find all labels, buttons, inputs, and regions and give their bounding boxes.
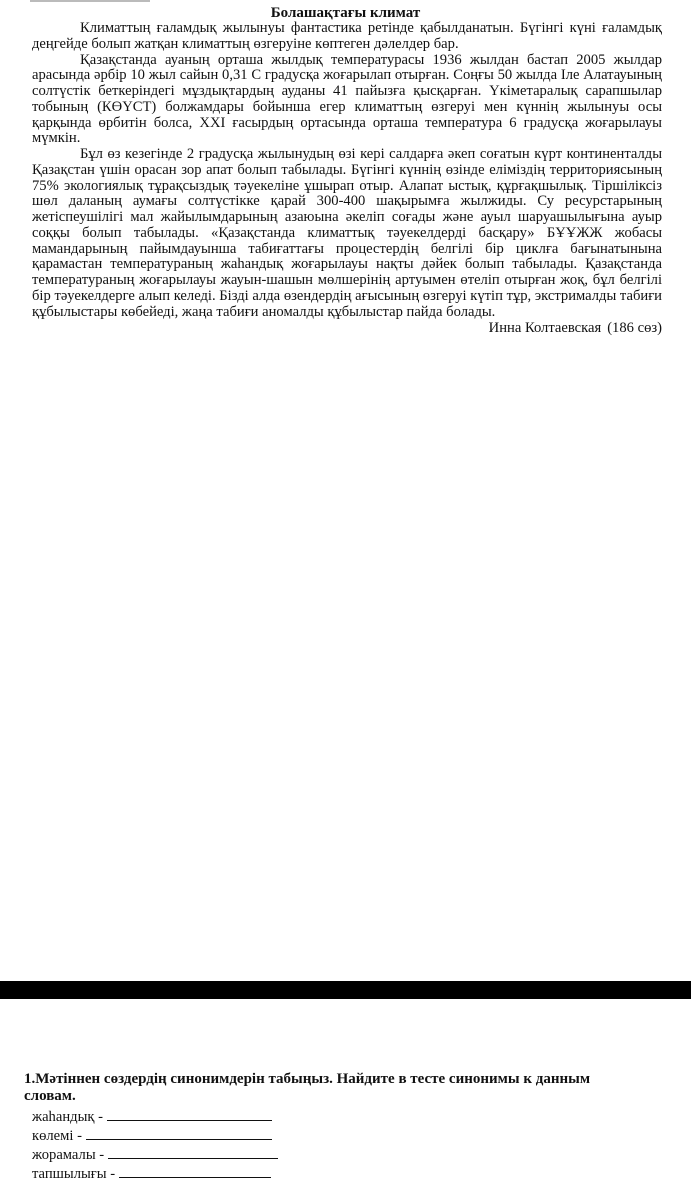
author-name: Инна Колтаевская <box>488 320 602 337</box>
paragraph-2: Қазақстанда ауаның орташа жылдық температурасы 1936 жылдан бастап 2005 жылдар арасында әрбір 10 жыл сайын 0,31 С градусқа жоғарылап отырған. Соңғы 50 жылда Іле Алатауының солтүстік беткеріндегі мұздықтардың ауданы 41 пайызға қысқарған. Үкіметаралық сарапшылар тобының (КӨҮСТ) болжамдары бойынша егер климаттың өзгеруі мен күннің жылынуы осы қарқында өрбитін болса, XXI ғасырдың ортасында орташа температура 6 градусқа жоғарылауы мүмкін. <box>32 51 662 147</box>
paragraph-1: Климаттың ғаламдық жылынуы фантастика ретінде қабылданатын. Бүгінгі күні ғаламдық деңгейде болып жатқан климаттың өзгеруіне көптеген дәлелдер бар. <box>32 20 662 52</box>
answer-row <box>32 1107 432 1126</box>
answer-blank-line[interactable] <box>86 1126 272 1140</box>
answer-row <box>32 1145 432 1164</box>
page-separator-bar <box>0 981 691 999</box>
answer-list <box>32 1107 432 1183</box>
answer-blank-line[interactable] <box>119 1164 271 1178</box>
cropped-header-strip <box>30 0 150 2</box>
author-line <box>32 320 662 337</box>
answer-word: жаһандық - <box>32 1109 103 1125</box>
word-count: (186 сөз) <box>607 320 662 337</box>
task-page <box>0 999 691 1185</box>
answer-word: жорамалы - <box>32 1147 105 1163</box>
answer-word: тапшылығы - <box>32 1166 116 1182</box>
paragraph-3: Бұл өз кезегінде 2 градусқа жылынудың өзі кері салдарға әкеп соғатын күрт континенталды Қазақстан үшін орасан зор апат болып табылады. Бүгінгі күннің өзінде еліміздің территориясының 75% экологиялық тұрақсыздық тәуекеліне ұшырап отыр. Алапат ыстық, құрғақшылық. Тіршіліксіз шөл даланың аумағы солтүстікке қарай 300-400 шақырымға жылжиды. Су ресурстарының жетіспеушілігі мал жайылымдарының азаюына әкеліп соғады және ауыл шаруашылығына ауыр соққы болып табылады. «Қазақстанда климаттық тәуекелдерді басқару» БҰҰЖЖ жобасы мамандарының пайымдауынша табиғаттағы процестердің белгілі бір циклға бағынатынына қарамастан температураның жаһандық жоғарылауы нақты дәйек болып табылады. Қазақстанда температураның жоғарылауы жауын-шашын мөлшерінің артуымен өтеліп отырған жоқ, бұл белгілі бір тәуекелдерге алып келеді. Бізді алда өзендердің ағысының өзгеруі күтіп тұр, экстрималды табиғи құбылыстары көбейеді, жаңа табиғи аномалды құбылыстар пайда болады. <box>32 146 662 320</box>
answer-blank-line[interactable] <box>107 1107 272 1121</box>
answer-word: көлемі - <box>32 1128 82 1144</box>
answer-row <box>32 1126 432 1145</box>
answer-row <box>32 1164 432 1183</box>
answer-blank-line[interactable] <box>108 1145 278 1159</box>
article-body <box>32 21 662 337</box>
task-instruction: 1.Мәтіннен сөздердің синонимдерін табыңыз. Найдите в тесте синонимы к данным словам. <box>24 1071 591 1104</box>
article-title: Болашақтағы климат <box>270 5 421 21</box>
